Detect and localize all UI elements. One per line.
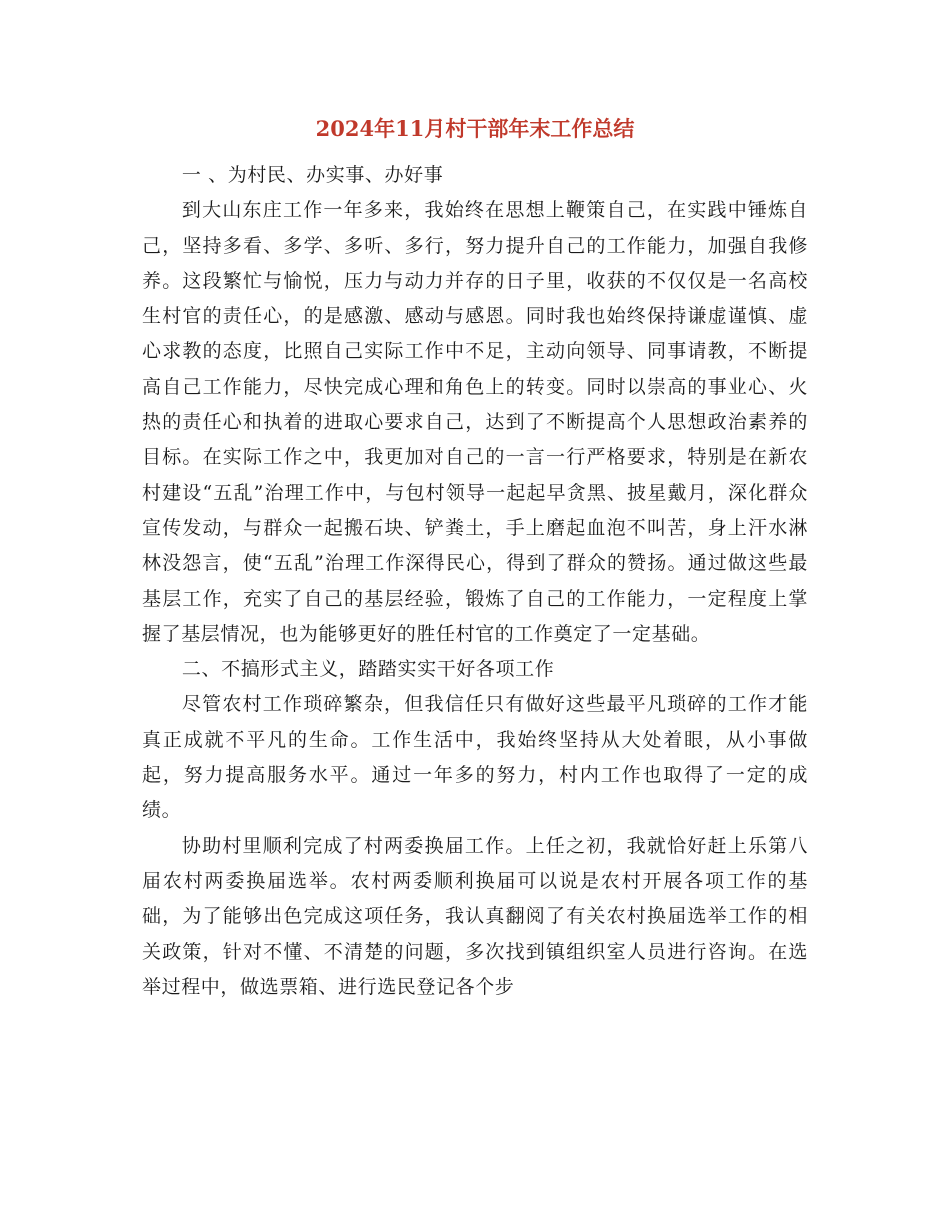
paragraph-3: 协助村里顺利完成了村两委换届工作。上任之初，我就恰好赶上乐第八届农村两委换届选举。农村两委顺利换届可以说是农村开展各项工作的基础，为了能够出色完成这项任务，我认真翻阅了有关农村换届选举工作的相关政策，针对不懂、不清楚的问题，多次找到镇组织室人员进行咨询。在选举过程中，做选票箱、进行选民登记各个步: [142, 834, 808, 998]
paragraph-1: 到大山东庄工作一年多来，我始终在思想上鞭策自己，在实践中锤炼自己，坚持多看、多学、多听、多行，努力提升自己的工作能力，加强自我修养。这段繁忙与愉悦，压力与动力并存的日子里，收获的不仅仅是一名高校生村官的责任心，的是感激、感动与感恩。同时我也始终保持谦虚谨慎、虚心求教的态度，比照自己实际工作中不足，主动向领导、同事请教，不断提高自己工作能力，尽快完成心理和角色上的转变。同时以崇高的事业心、火热的责任心和执着的进取心要求自己，达到了不断提高个人思想政治素养的目标。在实际工作之中，我更加对自己的一言一行严格要求，特别是在新农村建设“五乱”治理工作中，与包村领导一起起早贪黑、披星戴月，深化群众宣传发动，与群众一起搬石块、铲粪土，手上磨起血泡不叫苦，身上汗水淋林没怨言，使“五乱”治理工作深得民心，得到了群众的赞扬。通过做这些最基层工作，充实了自己的基层经验，锻炼了自己的工作能力，一定程度上掌握了基层情况，也为能够更好的胜任村官的工作奠定了一定基础。: [142, 199, 808, 645]
document-title: 2024年11月村干部年末工作总结: [315, 116, 635, 141]
paragraph-2: 尽管农村工作琐碎繁杂，但我信任只有做好这些最平凡琐碎的工作才能真正成就不平凡的生命。工作生活中，我始终坚持从大处着眼，从小事做起，努力提高服务水平。通过一年多的努力，村内工作也取得了一定的成绩。: [142, 693, 808, 822]
document-body: [142, 158, 808, 1005]
section-heading-1: 一 、为村民、办实事、办好事: [181, 164, 444, 186]
section-heading-2: 二、不搞形式主义，踏踏实实干好各项工作: [181, 658, 555, 681]
